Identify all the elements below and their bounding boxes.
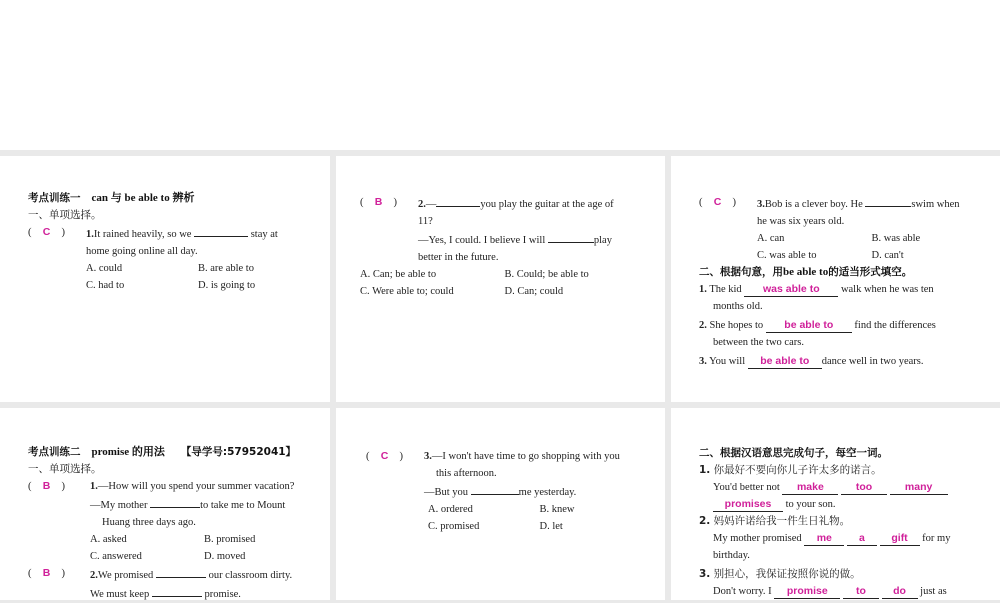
options (86, 260, 310, 294)
filled-answer[interactable]: too (841, 480, 887, 495)
option-c[interactable]: C. was able to (757, 250, 817, 261)
answer-mark: C (713, 196, 722, 208)
guide-number: 【导学号:57952041】 (180, 446, 297, 458)
option-d[interactable]: D. is going to (198, 280, 256, 291)
option-d[interactable]: D. Can; could (504, 286, 564, 297)
options (366, 501, 651, 535)
answer-blank[interactable] (865, 194, 911, 207)
option-b[interactable]: B. knew (539, 504, 575, 515)
section-heading: 考点训练二 promise 的用法 【导学号:57952041】 (28, 446, 297, 458)
question-2: ( B ) 2.— you play the guitar at the age of 11? —Yes, I could. I believe I will play better in the future. (360, 196, 614, 263)
option-b[interactable]: B. promised (204, 534, 256, 545)
option-c[interactable]: C. Were able to; could (360, 286, 454, 297)
option-b[interactable]: B. are able to (198, 263, 254, 274)
options (90, 531, 318, 565)
option-b[interactable]: B. was able (871, 233, 921, 244)
exercise-panel-5 (336, 408, 665, 600)
answer-mark: B (42, 480, 51, 492)
option-a[interactable]: A. could (86, 263, 123, 274)
answer-blank[interactable] (548, 230, 594, 243)
filled-answer[interactable]: be able to (748, 354, 822, 369)
option-c[interactable]: C. had to (86, 280, 125, 291)
fill-item-2: 2. She hopes to be able to find the differences between the two cars. (699, 319, 936, 348)
section-title: 二、根据汉语意思完成句子，每空一词。 (699, 447, 888, 459)
exercise-panel-6 (671, 408, 1000, 600)
filled-answer[interactable]: promise (774, 584, 840, 599)
option-a[interactable]: A. Can; be able to (360, 269, 437, 280)
option-d[interactable]: D. let (539, 521, 563, 532)
top-blank-area (0, 0, 1000, 150)
option-c[interactable]: C. answered (90, 551, 142, 562)
exercise-panel-2 (336, 156, 665, 402)
option-c[interactable]: C. promised (428, 521, 480, 532)
answer-mark: C (42, 226, 51, 238)
filled-answer[interactable]: to (843, 584, 879, 599)
option-a[interactable]: A. can (757, 233, 785, 244)
section-title: 一、单项选择。 (28, 463, 102, 475)
answer-blank[interactable] (156, 565, 206, 578)
question-3: ( C ) 3.—I won't have time to go shopping with you this afternoon. —But you me yesterday. (366, 450, 620, 498)
answer-mark: B (42, 567, 51, 579)
option-d[interactable]: D. can't (871, 250, 904, 261)
options (757, 230, 986, 264)
question-1: ( B ) 1.—How will you spend your summer vacation? —My mother to take me to Mount Huang three days ago. A. asked B. promised C. answered D. moved (28, 478, 318, 565)
filled-answer[interactable]: was able to (744, 282, 838, 297)
exercise-panel-3 (671, 156, 1000, 402)
filled-answer[interactable]: a (847, 531, 877, 546)
section-heading: 考点训练一 can 与 be able to 辨析 (28, 192, 195, 204)
filled-answer[interactable]: me (804, 531, 844, 546)
exercise-panel-4 (0, 408, 330, 600)
exercise-panel-1 (0, 156, 330, 402)
filled-answer[interactable]: many (890, 480, 948, 495)
filled-answer[interactable]: make (782, 480, 838, 495)
option-d[interactable]: D. moved (204, 551, 246, 562)
question-2: ( B ) 2.We promised our classroom dirty. We must keep promise. (28, 567, 293, 600)
translate-item-3: 3. 别担心，我保证按照你说的做。 Don't worry. I promise to do just as (699, 568, 947, 597)
options (360, 266, 649, 300)
section-title: 一、单项选择。 (28, 209, 102, 221)
option-b[interactable]: B. Could; be able to (504, 269, 589, 280)
translate-item-1: 1. 你最好不要向你儿子许太多的诺言。 You'd better not make too many promises to your son. (699, 462, 986, 513)
answer-blank[interactable] (150, 495, 200, 508)
translate-item-2: 2. 妈妈许诺给我一件生日礼物。 My mother promised me a gift for my birthday. (699, 515, 951, 561)
section-title: 二、根据句意，用be able to的适当形式填空。 (699, 266, 913, 278)
fill-item-1: 1. The kid was able to walk when he was ten months old. (699, 283, 934, 312)
answer-blank[interactable] (194, 224, 248, 237)
filled-answer[interactable]: gift (880, 531, 920, 546)
answer-blank[interactable] (152, 584, 202, 597)
answer-mark: B (374, 196, 383, 208)
filled-answer[interactable]: do (882, 584, 918, 599)
question-1: ( C ) 1.It rained heavily, so we stay at home going online all day. A. could B. are able to C. had to D. is going to (28, 224, 310, 294)
filled-answer[interactable]: promises (713, 497, 783, 512)
filled-answer[interactable]: be able to (766, 318, 852, 333)
option-a[interactable]: A. ordered (428, 504, 473, 515)
fill-item-3: 3. You will be able to dance well in two years. (699, 355, 924, 367)
answer-blank[interactable] (471, 482, 519, 495)
answer-blank[interactable] (436, 194, 480, 207)
option-a[interactable]: A. asked (90, 534, 127, 545)
question-3: ( C ) 3.Bob is a clever boy. He swim when he was six years old. A. can B. was able C. was able to D. can't (699, 194, 986, 264)
answer-mark: C (380, 450, 389, 462)
